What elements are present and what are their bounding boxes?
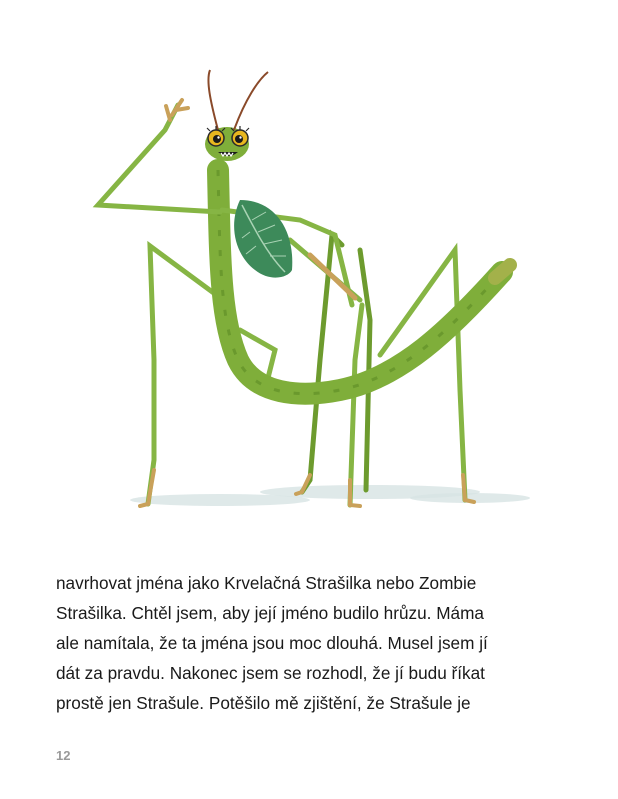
back-legs [302, 235, 370, 492]
story-paragraph [56, 568, 576, 718]
holding-arm-tan [310, 255, 355, 298]
text-line: Strašilka. Chtěl jsem, aby její jméno budilo hrůzu. Máma [56, 603, 484, 623]
text-line: dát za pravdu. Nakonec jsem se rozhodl, že jí budu říkat [56, 663, 485, 683]
stick-insect-illustration [70, 60, 550, 520]
text-line: ale namítala, že ta jména jsou moc dlouhá. Musel jsem jí [56, 633, 488, 653]
eye-left [208, 130, 224, 146]
leaf [234, 200, 292, 278]
legs [148, 246, 465, 505]
insect-head [205, 70, 268, 161]
eye-right [232, 130, 248, 146]
text-line: navrhovat jména jako Krvelačná Strašilka nebo Zombie [56, 573, 477, 593]
page-number: 12 [56, 748, 71, 763]
text-line: prostě jen Strašule. Potěšilo mě zjištění, že Strašule je [56, 693, 471, 713]
waving-arm [98, 105, 220, 212]
